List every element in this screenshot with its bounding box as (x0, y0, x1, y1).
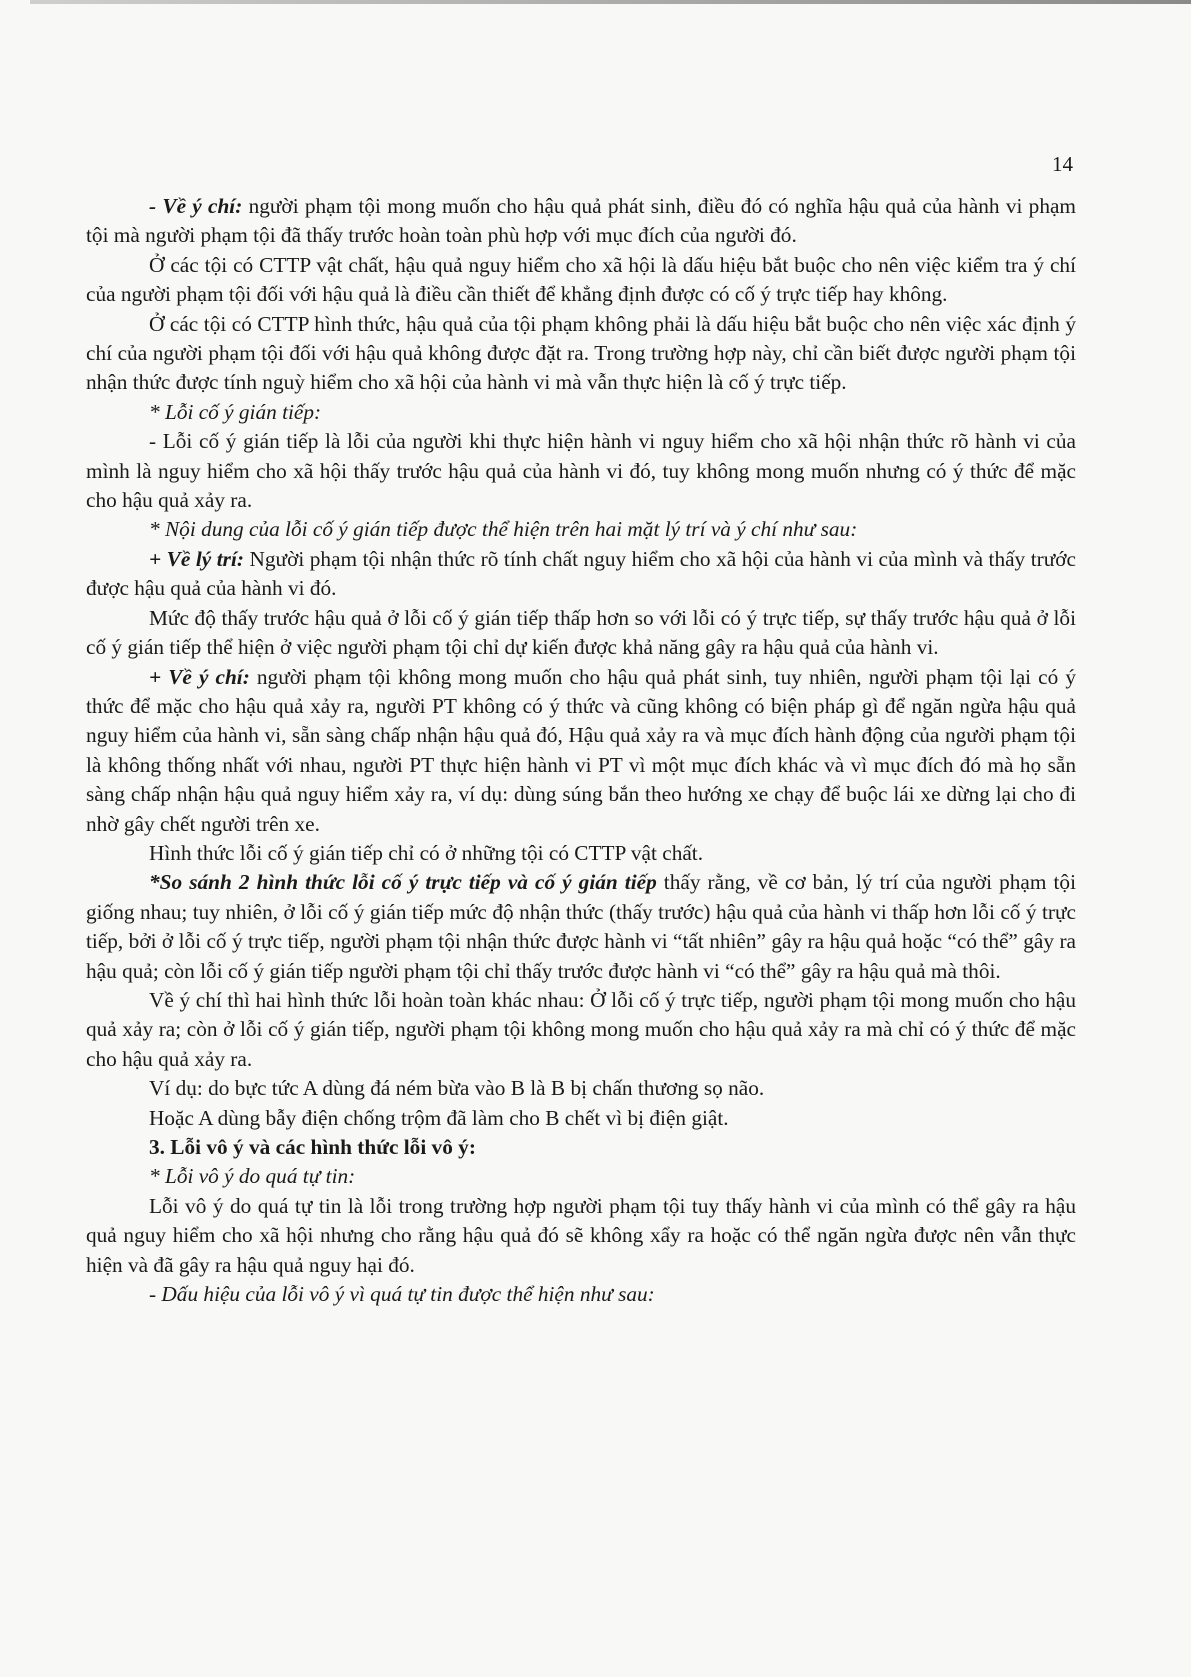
paragraph-hinh-thuc: Hình thức lỗi cố ý gián tiếp chỉ có ở những tội có CTTP vật chất. (149, 840, 704, 865)
paragraph-ve-y-chi-2 (86, 663, 1076, 839)
paragraph-lead: + Về lý trí: (149, 546, 244, 571)
scan-top-edge (30, 0, 1191, 4)
paragraph-ve-y-chi (86, 192, 1076, 251)
paragraph-definition: - Lỗi cố ý gián tiếp là lỗi của người khi thực hiện hành vi nguy hiểm cho xã hội nhận thức rõ hành vi của mình là nguy hiểm cho xã hội thấy trước hậu quả của hành vi đó, tuy không mong muốn nhưng có ý thức để mặc cho hậu quả xảy ra. (86, 429, 1076, 513)
paragraph-cttp-hinh-thuc: Ở các tội có CTTP hình thức, hậu quả của tội phạm không phải là dấu hiệu bắt buộc cho nên việc xác định ý chí của người phạm tội đối với hậu quả không được đặt ra. Trong trường hợp này, chỉ cần biết được người phạm tội nhận thức được tính nguỳ hiểm cho xã hội của hành vi mà vẫn thực hiện là cố ý trực tiếp. (86, 311, 1076, 395)
paragraph-lead: - Về ý chí: (149, 194, 243, 218)
paragraph-ve-y-chi-khac-nhau: Về ý chí thì hai hình thức lỗi hoàn toàn khác nhau: Ở lỗi cố ý trực tiếp, người phạm tội mong muốn cho hậu quả xảy ra; còn ở lỗi cố ý gián tiếp, người phạm tội không mong muốn cho hậu quả xảy ra mà chỉ có ý thức để mặc cho hậu quả xảy ra. (86, 987, 1076, 1071)
paragraph-so-sanh (86, 868, 1076, 986)
heading-loi-co-y-gian-tiep: * Lỗi cố ý gián tiếp: (149, 399, 322, 424)
heading-qua-tu-tin: * Lỗi vô ý do quá tự tin: (149, 1164, 356, 1189)
paragraph-text: Người phạm tội nhận thức rõ tính chất nguy hiểm cho xã hội của hành vi của mình và thấy trước được hậu quả của hành vi đó. (86, 546, 1077, 601)
paragraph-ve-ly-tri (86, 545, 1076, 604)
page-number: 14 (1052, 152, 1073, 176)
paragraph-cttp-vat-chat: Ở các tội có CTTP vật chất, hậu quả nguy hiểm cho xã hội là dấu hiệu bắt buộc cho nên việc kiểm tra ý chí của người phạm tội đối với hậu quả là điều cần thiết để khẳng định được có cố ý trực tiếp hay không. (86, 252, 1076, 307)
paragraph-text: thấy rằng, về cơ bản, lý trí của người phạm tội giống nhau; tuy nhiên, ở lỗi cố ý gián tiếp mức độ nhận thức (thấy trước) hậu quả của hành vi thấp hơn lỗi cố ý trực tiếp, bởi ở lỗi cố ý trực tiếp, người phạm tội nhận thức được hành vi “tất nhiên” gây ra hậu quả hoặc “có thể” gây ra hậu quả; còn lỗi cố ý gián tiếp người phạm tội chỉ thấy trước được hành vi “có thể” gây ra hậu quả mà thôi. (86, 870, 1076, 983)
paragraph-text: người phạm tội mong muốn cho hậu quả phát sinh, điều đó có nghĩa hậu quả của hành vi phạm tội mà người phạm tội đã thấy trước hoàn toàn phù hợp với mục đích của người đó. (86, 194, 1076, 248)
heading-dau-hieu: - Dấu hiệu của lỗi vô ý vì quá tự tin được thể hiện như sau: (149, 1282, 655, 1307)
paragraph-muc-do-thay-truoc: Mức độ thấy trước hậu quả ở lỗi cố ý gián tiếp thấp hơn so với lỗi có ý trực tiếp, sự thấy trước hậu quả ở lỗi cố ý gián tiếp thể hiện ở việc người phạm tội chỉ dự kiến được khả năng gây ra hậu quả của hành vi. (86, 605, 1076, 660)
paragraph-lead: *So sánh 2 hình thức lỗi cố ý trực tiếp và cố ý gián tiếp (149, 870, 657, 895)
paragraph-hoac: Hoặc A dùng bẫy điện chống trộm đã làm cho B chết vì bị điện giật. (149, 1105, 729, 1130)
paragraph-text: người phạm tội không mong muốn cho hậu quả phát sinh, tuy nhiên, người phạm tội lại có ý thức để mặc cho hậu quả xảy ra, người PT không có ý thức và cũng không có biện pháp gì để ngăn ngừa hậu quả nguy hiểm của hành vi, sẵn sàng chấp nhận hậu quả đó, Hậu quả xảy ra và mục đích hành động của người phạm tội là không thống nhất với nhau, người PT thực hiện hành vi PT vì một mục đích khác và vì mục đích đó mà họ sẵn sàng chấp nhận hậu quả nguy hiểm xảy ra, ví dụ: dùng súng bắn theo hướng xe chạy để buộc lái xe dừng lại cho đi nhờ gây chết người trên xe. (86, 664, 1076, 836)
document-body (86, 192, 1076, 1309)
paragraph-qua-tu-tin: Lỗi vô ý do quá tự tin là lỗi trong trường hợp người phạm tội tuy thấy hành vi của mình có thể gây ra hậu quả nguy hiểm cho xã hội nhưng cho rằng hậu quả đó sẽ không xẩy ra hoặc có thể ngăn ngừa được nên vẫn thực hiện và đã gây ra hậu quả nguy hại đó. (86, 1193, 1076, 1277)
heading-noi-dung: * Nội dung của lỗi cố ý gián tiếp được thể hiện trên hai mặt lý trí và ý chí như sau: (149, 517, 858, 542)
section-heading-loi-vo-y: 3. Lỗi vô ý và các hình thức lỗi vô ý: (149, 1135, 476, 1159)
paragraph-vi-du: Ví dụ: do bực tức A dùng đá ném bừa vào B là B bị chấn thương sọ não. (149, 1076, 765, 1101)
paragraph-lead: + Về ý chí: (149, 664, 250, 689)
